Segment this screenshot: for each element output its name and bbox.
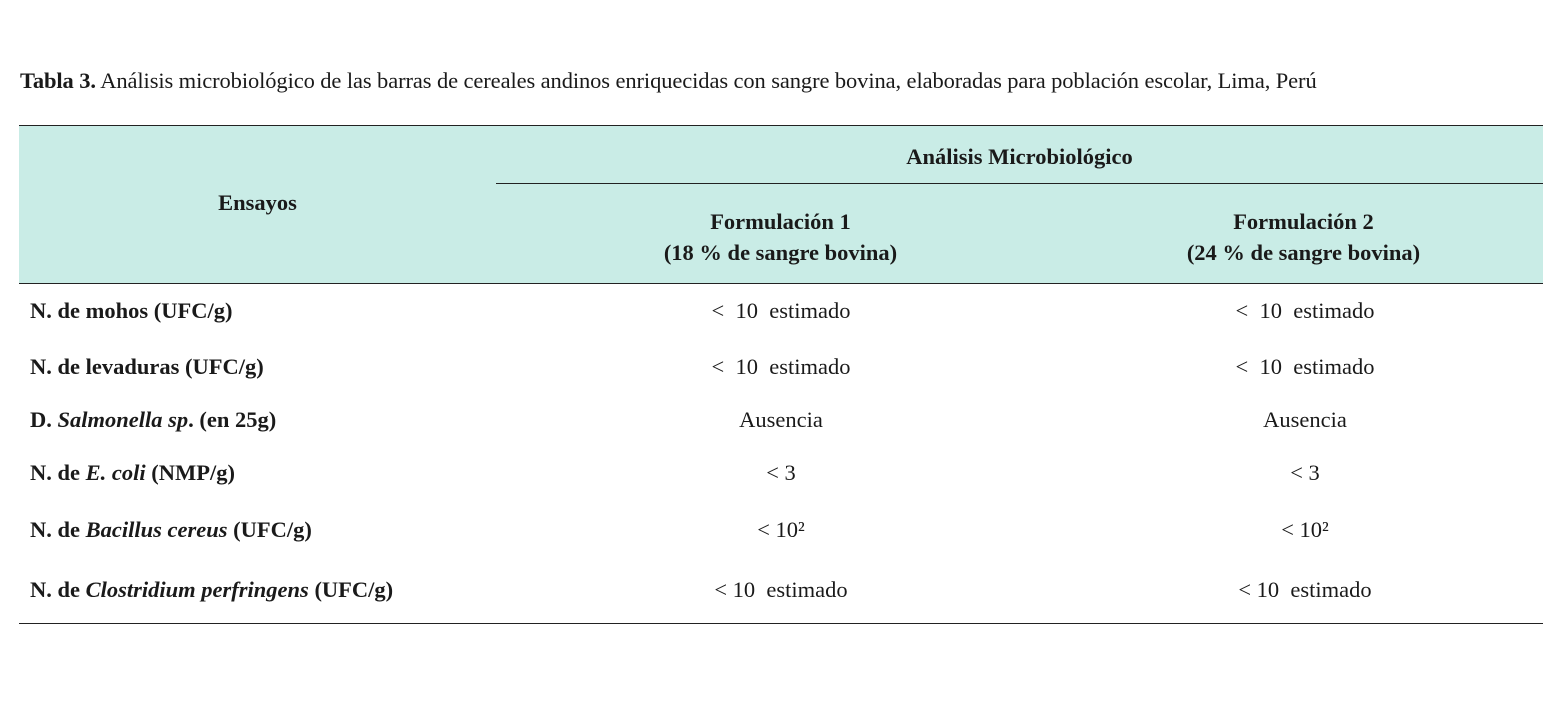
header-group-analysis: Análisis Microbiológico [906,144,1133,169]
cell-formulation-1: < 10 estimado [711,354,851,379]
header-formulation-1-title: Formulación 1 [710,209,851,234]
table-row [19,354,1543,384]
table-row [19,460,1543,490]
row-label: N. de Bacillus cereus (UFC/g) [30,517,312,542]
row-label: N. de levaduras (UFC/g) [30,354,264,379]
cell-formulation-1: < 10² [757,517,805,542]
table-row [19,407,1543,437]
cell-formulation-1: Ausencia [739,407,823,432]
cell-formulation-2: < 10 estimado [1235,298,1375,323]
header-formulation-2-title: Formulación 2 [1233,209,1374,234]
cell-formulation-1: < 3 [766,460,796,485]
header-formulation-2-subtitle: (24 % de sangre bovina) [1186,240,1421,265]
cell-formulation-1: < 10 estimado [714,577,848,602]
caption-label: Tabla 3. [20,68,96,93]
cell-formulation-2: < 10 estimado [1235,354,1375,379]
table-body [19,284,1543,624]
header-formulation-1-subtitle: (18 % de sangre bovina) [663,240,898,265]
header-ensayos: Ensayos [218,190,297,215]
table-header [19,125,1543,284]
row-label: D. Salmonella sp. (en 25g) [30,407,277,432]
header-group-rule [496,183,1543,184]
header-formulation-1 [519,206,1042,268]
table-caption [20,68,1317,94]
row-label: N. de mohos (UFC/g) [30,298,233,323]
caption-text: Análisis microbiológico de las barras de cereales andinos enriquecidas con sangre bovina, elaboradas para población escolar, Lima, Perú [95,68,1317,93]
cell-formulation-2: < 10² [1281,517,1329,542]
cell-formulation-1: < 10 estimado [711,298,851,323]
header-formulation-2 [1042,206,1565,268]
cell-formulation-2: < 3 [1290,460,1320,485]
table-row [19,517,1543,547]
cell-formulation-2: < 10 estimado [1238,577,1372,602]
row-label: N. de Clostridium perfringens (UFC/g) [30,577,394,602]
table-row [19,577,1543,607]
table-row [19,298,1543,328]
cell-formulation-2: Ausencia [1263,407,1347,432]
row-label: N. de E. coli (NMP/g) [30,460,235,485]
microbiology-table [19,125,1543,624]
